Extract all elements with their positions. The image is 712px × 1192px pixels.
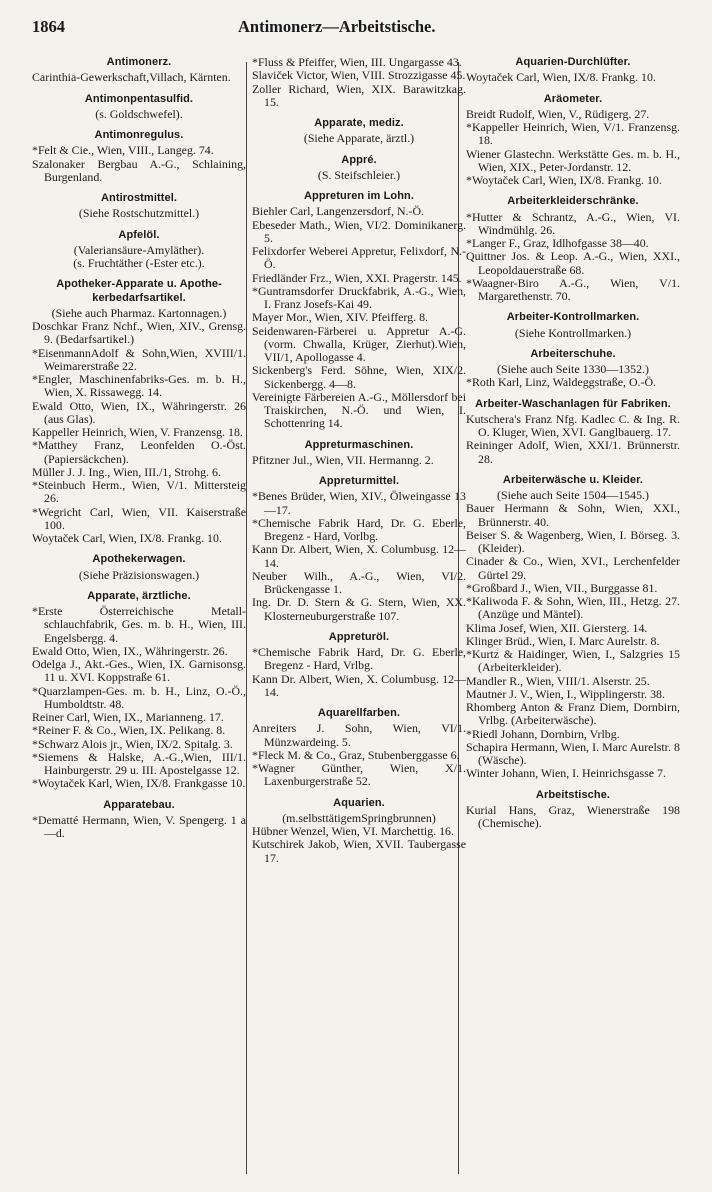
category-heading: Antimonregulus. xyxy=(94,129,184,141)
category-heading: Apparate, ärztliche. xyxy=(87,589,191,602)
cross-reference: (Siehe auch Seite 1330—1352.) xyxy=(497,362,649,376)
category-heading: Arbeiter-Waschanlagen für Fabriken. xyxy=(475,397,671,410)
category-section xyxy=(32,799,246,841)
cross-reference: (Siehe Rostschutzmittel.) xyxy=(78,206,200,221)
category-heading: Apotheker-Apparate u. Apothekerbedarfsartikel. xyxy=(56,278,222,304)
category-heading: Appreturmittel. xyxy=(318,475,400,487)
directory-entry: Ebeseder Math., Wien, VI/2. Dominikanerg. 5. xyxy=(252,217,466,245)
directory-entry: *Waagner-Biro A.-G., Wien, V/1. Margarethenstr. 70. xyxy=(466,275,680,303)
directory-entry: Ing. Dr. D. Stern & G. Stern, Wien, XX. Klosterneuburgerstraße 107. xyxy=(252,595,466,623)
directory-entry: Winter Johann, Wien, I. Heinrichsgasse 7. xyxy=(466,766,666,781)
category-heading: Antimonpentasulfid. xyxy=(84,92,194,105)
category-section xyxy=(466,195,680,303)
directory-entry: *Felt & Cie., Wien, VIII., Langeg. 74. xyxy=(32,143,214,158)
directory-entry: Neuber Wilh., A.-G., Wien, VI/2. Brückengasse 1. xyxy=(252,568,466,596)
category-heading: Appreturmaschinen. xyxy=(304,438,414,451)
category-section xyxy=(252,475,466,623)
directory-entry: Mandler R., Wien, VIII/1. Alserstr. 25. xyxy=(466,673,650,688)
category-section xyxy=(252,117,466,146)
cross-reference: (s. Goldschwefel). xyxy=(95,106,183,121)
directory-entry: *Langer F., Graz, Idlhofgasse 38—40. xyxy=(466,236,649,250)
directory-entry: Klinger Brüd., Wien, I. Marc Aurelstr. 8. xyxy=(466,633,660,648)
directory-entry: *Guntramsdorfer Druckfabrik, A.-G., Wien, I. Franz Josefs-Kai 49. xyxy=(252,283,466,311)
category-section xyxy=(32,553,246,582)
directory-entry: *Erste Österreichische Metallschlauchfabrik, Ges. m. b. H., Wien, III. Engelsbergg. 4. xyxy=(32,604,246,645)
category-heading: Arbeiterkleiderschränke. xyxy=(507,195,639,208)
directory-entry: *Fleck M. & Co., Graz, Stubenberggasse 6. xyxy=(252,747,460,762)
category-section xyxy=(466,56,680,85)
category-section xyxy=(466,311,680,340)
category-section xyxy=(32,56,246,85)
category-section xyxy=(466,789,680,831)
category-heading: Appreturöl. xyxy=(328,630,390,643)
cross-reference: (Valeriansäure-Amyläther). xyxy=(73,242,205,257)
directory-entry: Woytaček Carl, Wien, IX/8. Frankg. 10. xyxy=(32,531,222,545)
directory-entry: Vereinigte Färbereien A.-G., Möllersdorf bei Traiskirchen, N.-Ö. und Wien, I. Schottenring 14. xyxy=(252,389,466,431)
directory-entry: Mautner J. V., Wien, I., Wipplingerstr. 38. xyxy=(466,686,665,701)
directory-entry: *Engler, Maschinenfabriks-Ges. m. b. H., Wien, X. Rissawegg. 14. xyxy=(32,372,246,400)
directory-entry: *Kappeller Heinrich, Wien, V/1. Franzensg. 18. xyxy=(466,120,680,148)
directory-entry: *Riedl Johann, Dornbirn, Vrlbg. xyxy=(466,726,620,741)
directory-entry: *Reiner F. & Co., Wien, IX. Pelikang. 8. xyxy=(32,723,226,738)
directory-entry: *Hutter & Schrantz, A.-G., Wien, VI. Windmühlg. 26. xyxy=(466,209,680,237)
directory-entry: *EisenmannAdolf & Sohn,Wien, XVIII/1. Weimarerstraße 22. xyxy=(32,345,246,373)
directory-entry: *Schwarz Alois jr., Wien, IX/2. Spitalg. 3. xyxy=(32,736,233,751)
directory-entry: *Kurtz & Haidinger, Wien, I., Salzgries 15 (Arbeiterkleider). xyxy=(466,647,680,675)
directory-entry: *Siemens & Halske, A.-G.,Wien, III/1. Hainburgerstr. 29 u. III. Apostelgasse 12. xyxy=(32,749,246,777)
category-section xyxy=(32,129,246,184)
directory-entry: Bauer Hermann & Sohn, Wien, XXI., Brünnerstr. 40. xyxy=(466,501,680,529)
directory-entry: *Großbard J., Wien, VII., Burggasse 81. xyxy=(466,580,658,595)
category-section xyxy=(466,398,680,466)
directory-entry: Reiner Carl, Wien, IX., Marianneng. 17. xyxy=(32,710,224,724)
directory-entry: *Wegricht Carl, Wien, VII. Kaiserstraße 100. xyxy=(32,504,246,532)
directory-entry: Kann Dr. Albert, Wien, X. Columbusg. 12—14. xyxy=(252,671,466,699)
directory-entry: Carinthia-Gewerkschaft,Villach, Kärnten. xyxy=(32,70,231,85)
category-heading: Aräometer. xyxy=(543,92,603,105)
category-section xyxy=(252,797,466,865)
running-title: Antimonerz—Arbeitstische. xyxy=(238,17,436,36)
cross-reference: (s. Fruchtäther (-Ester etc.). xyxy=(73,256,205,270)
cross-reference: (m.selbsttätigemSpringbrunnen) xyxy=(282,810,436,825)
category-heading: Antirostmittel. xyxy=(100,192,178,204)
category-section xyxy=(252,56,466,109)
directory-entry: *Quarzlampen-Ges. m. b. H., Linz, O.-Ö., Humboldtstr. 48. xyxy=(32,683,246,711)
category-section xyxy=(32,93,246,122)
category-heading: Arbeiterschuhe. xyxy=(530,347,616,360)
category-section xyxy=(32,192,246,221)
directory-entry: *Benes Brüder, Wien, XIV., Ölweingasse 13—17. xyxy=(252,489,466,517)
category-heading: Apfelöl. xyxy=(118,228,160,241)
directory-entry: Zoller Richard, Wien, XIX. Barawitzkag. 15. xyxy=(252,81,466,109)
directory-entry: *Steinbuch Herm., Wien, V/1. Mittersteig 26. xyxy=(32,478,246,506)
directory-entry: Kutschirek Jakob, Wien, XVII. Taubergasse 17. xyxy=(252,837,466,865)
directory-entry: *Fluss & Pfeiffer, Wien, III. Ungargasse 43. xyxy=(252,56,462,69)
directory-entry: Reininger Adolf, Wien, XXI/1. Brünnerstr. 28. xyxy=(466,438,680,466)
category-section xyxy=(32,229,246,271)
directory-entry: Doschkar Franz Nchf., Wien, XIV., Grensg. 9. (Bedarfsartikel.) xyxy=(32,319,246,347)
category-heading: Appreturen im Lohn. xyxy=(303,190,415,202)
directory-entry: Müller J. J. Ing., Wien, III./1, Strohg. 6. xyxy=(32,464,221,479)
cross-reference: (Siehe auch Pharmaz. Kartonnagen.) xyxy=(51,305,227,320)
column-2 xyxy=(252,56,466,1178)
directory-entry: *Chemische Fabrik Hard, Dr. G. Eberle, Bregenz - Hard, Vrlbg. xyxy=(252,645,466,673)
directory-entry: Beiser S. & Wagenberg, Wien, I. Börseg. 3. (Kleider). xyxy=(466,527,680,555)
cross-reference: (Siehe Präzisionswagen.) xyxy=(78,567,200,582)
page-number: 1864 xyxy=(32,17,65,36)
category-heading: Aquarellfarben. xyxy=(317,707,401,719)
directory-entry: Sickenberg's Ferd. Söhne, Wien, XIX/2. Sickenbergg. 4—8. xyxy=(252,363,466,391)
category-section xyxy=(32,590,246,791)
directory-entry: Kutschera's Franz Nfg. Kadlec C. & Ing. R. O. Kluger, Wien, XVI. Ganglbauerg. 17. xyxy=(466,411,680,439)
directory-entry: Felixdorfer Weberei Appretur, Felixdorf, N.-Ö. xyxy=(252,244,466,272)
category-heading: Arbeitstische. xyxy=(535,788,611,801)
category-heading: Aquarien-Durchlüfter. xyxy=(515,56,631,68)
directory-entry: *Woytaček Carl, Wien, IX/8. Frankg. 10. xyxy=(466,173,662,187)
directory-entry: *Wagner Günther, Wien, X/1. Laxenburgerstraße 52. xyxy=(252,761,466,789)
page-header xyxy=(32,14,682,40)
category-heading: Arbeiter-Kontrollmarken. xyxy=(506,311,640,324)
directory-entry: *Kaliwoda F. & Sohn, Wien, III., Hetzg. 27. (Anzüge und Mäntel). xyxy=(466,594,680,622)
directory-entry: Kurial Hans, Graz, Wienerstraße 198 (Chemische). xyxy=(466,802,680,830)
category-section xyxy=(252,631,466,699)
column-divider xyxy=(246,62,247,1174)
directory-entry: Klima Josef, Wien, XII. Giersterg. 14. xyxy=(466,620,648,635)
category-heading: Apparatebau. xyxy=(103,798,175,811)
directory-entry: Biehler Carl, Langenzersdorf, N.-Ö. xyxy=(252,204,425,219)
directory-entry: *Chemische Fabrik Hard, Dr. G. Eberle, Bregenz - Hard, Vorlbg. xyxy=(252,515,466,543)
directory-entry: *Roth Karl, Linz, Waldeggstraße, O.-Ö. xyxy=(466,375,657,390)
directory-entry: Rhomberg Anton & Franz Diem, Dornbirn, Vrlbg. (Arbeiterwäsche). xyxy=(466,700,680,728)
directory-entry: Cinader & Co., Wien, XVI., Lerchenfelder Gürtel 29. xyxy=(466,554,680,582)
directory-entry: Schapira Hermann, Wien, I. Marc Aurelstr. 8 (Wäsche). xyxy=(466,739,680,767)
directory-entry: *Woytaček Karl, Wien, IX/8. Frankgasse 10. xyxy=(32,776,246,791)
directory-entry: Anreiters J. Sohn, Wien, VI/1. Münzwardeing. 5. xyxy=(252,721,466,749)
directory-entry: Wiener Glastechn. Werkstätte Ges. m. b. H., Wien, XIX., Peter-Jordanstr. 12. xyxy=(466,146,680,174)
category-section xyxy=(466,93,680,188)
directory-entry: Kann Dr. Albert, Wien, X. Columbusg. 12—14. xyxy=(252,542,466,570)
category-section xyxy=(252,707,466,789)
category-section xyxy=(466,348,680,390)
cross-reference: (Siehe Kontrollmarken.) xyxy=(514,325,632,340)
directory-entry: *Matthey Franz, Leonfelden O.-Öst. (Papiersäckchen). xyxy=(32,438,246,466)
directory-entry: *Dematté Hermann, Wien, V. Spengerg. 1 a—d. xyxy=(32,812,246,840)
category-heading: Arbeiterwäsche u. Kleider. xyxy=(502,473,644,486)
category-heading: Antimonerz. xyxy=(106,56,172,68)
category-heading: Apothekerwagen. xyxy=(92,553,186,566)
directory-entry: Szalonaker Bergbau A.-G., Schlaining, Burgenland. xyxy=(32,156,246,184)
directory-entry: Ewald Otto, Wien, IX., Währingerstr. 26. xyxy=(32,643,228,658)
directory-entry: Odelga J., Akt.-Ges., Wien, IX. Garnisonsg. 11 u. XVI. Koppstraße 61. xyxy=(32,657,246,685)
cross-reference: (Siehe auch Seite 1504—1545.) xyxy=(497,488,649,502)
directory-entry: Quittner Jos. & Leop. A.-G., Wien, XXI., Leopoldauerstraße 68. xyxy=(466,249,680,277)
column-1 xyxy=(32,56,246,1178)
column-3 xyxy=(466,56,680,1178)
directory-entry: Kappeller Heinrich, Wien, V. Franzensg. 18. xyxy=(32,425,243,439)
directory-entry: Slaviček Victor, Wien, VIII. Strozzigasse 45. xyxy=(252,68,466,83)
category-section xyxy=(32,278,246,545)
directory-entry: Seidenwaren-Färberei u. Appretur A.-G. (vorm. Chwalla, Krüger, Zierhut).Wien, VII/1, Apollogasse 4. xyxy=(252,323,466,364)
category-section xyxy=(466,474,680,781)
category-section xyxy=(252,439,466,468)
category-heading: Appré. xyxy=(341,153,377,166)
directory-entry: Breidt Rudolf, Wien, V., Rüdigerg. 27. xyxy=(466,106,650,121)
directory-entry: Hübner Wenzel, Wien, VI. Marchettig. 16. xyxy=(252,824,454,838)
directory-entry: Mayer Mor., Wien, XIV. Pfeifferg. 8. xyxy=(252,310,428,325)
directory-entry: Ewald Otto, Wien, IX., Währingerstr. 26 (aus Glas). xyxy=(32,398,246,426)
category-section xyxy=(252,190,466,431)
cross-reference: (S. Steifschleier.) xyxy=(317,167,401,182)
cross-reference: (Siehe Apparate, ärztl.) xyxy=(303,131,415,146)
directory-entry: Friedländer Frz., Wien, XXI. Pragerstr. 145. xyxy=(252,270,462,285)
category-heading: Apparate, mediz. xyxy=(314,117,404,129)
directory-entry: Pfitzner Jul., Wien, VII. Hermanng. 2. xyxy=(252,452,434,467)
category-heading: Aquarien. xyxy=(333,796,385,809)
category-section xyxy=(252,154,466,183)
directory-entry: Woytaček Carl, Wien, IX/8. Frankg. 10. xyxy=(466,70,656,85)
